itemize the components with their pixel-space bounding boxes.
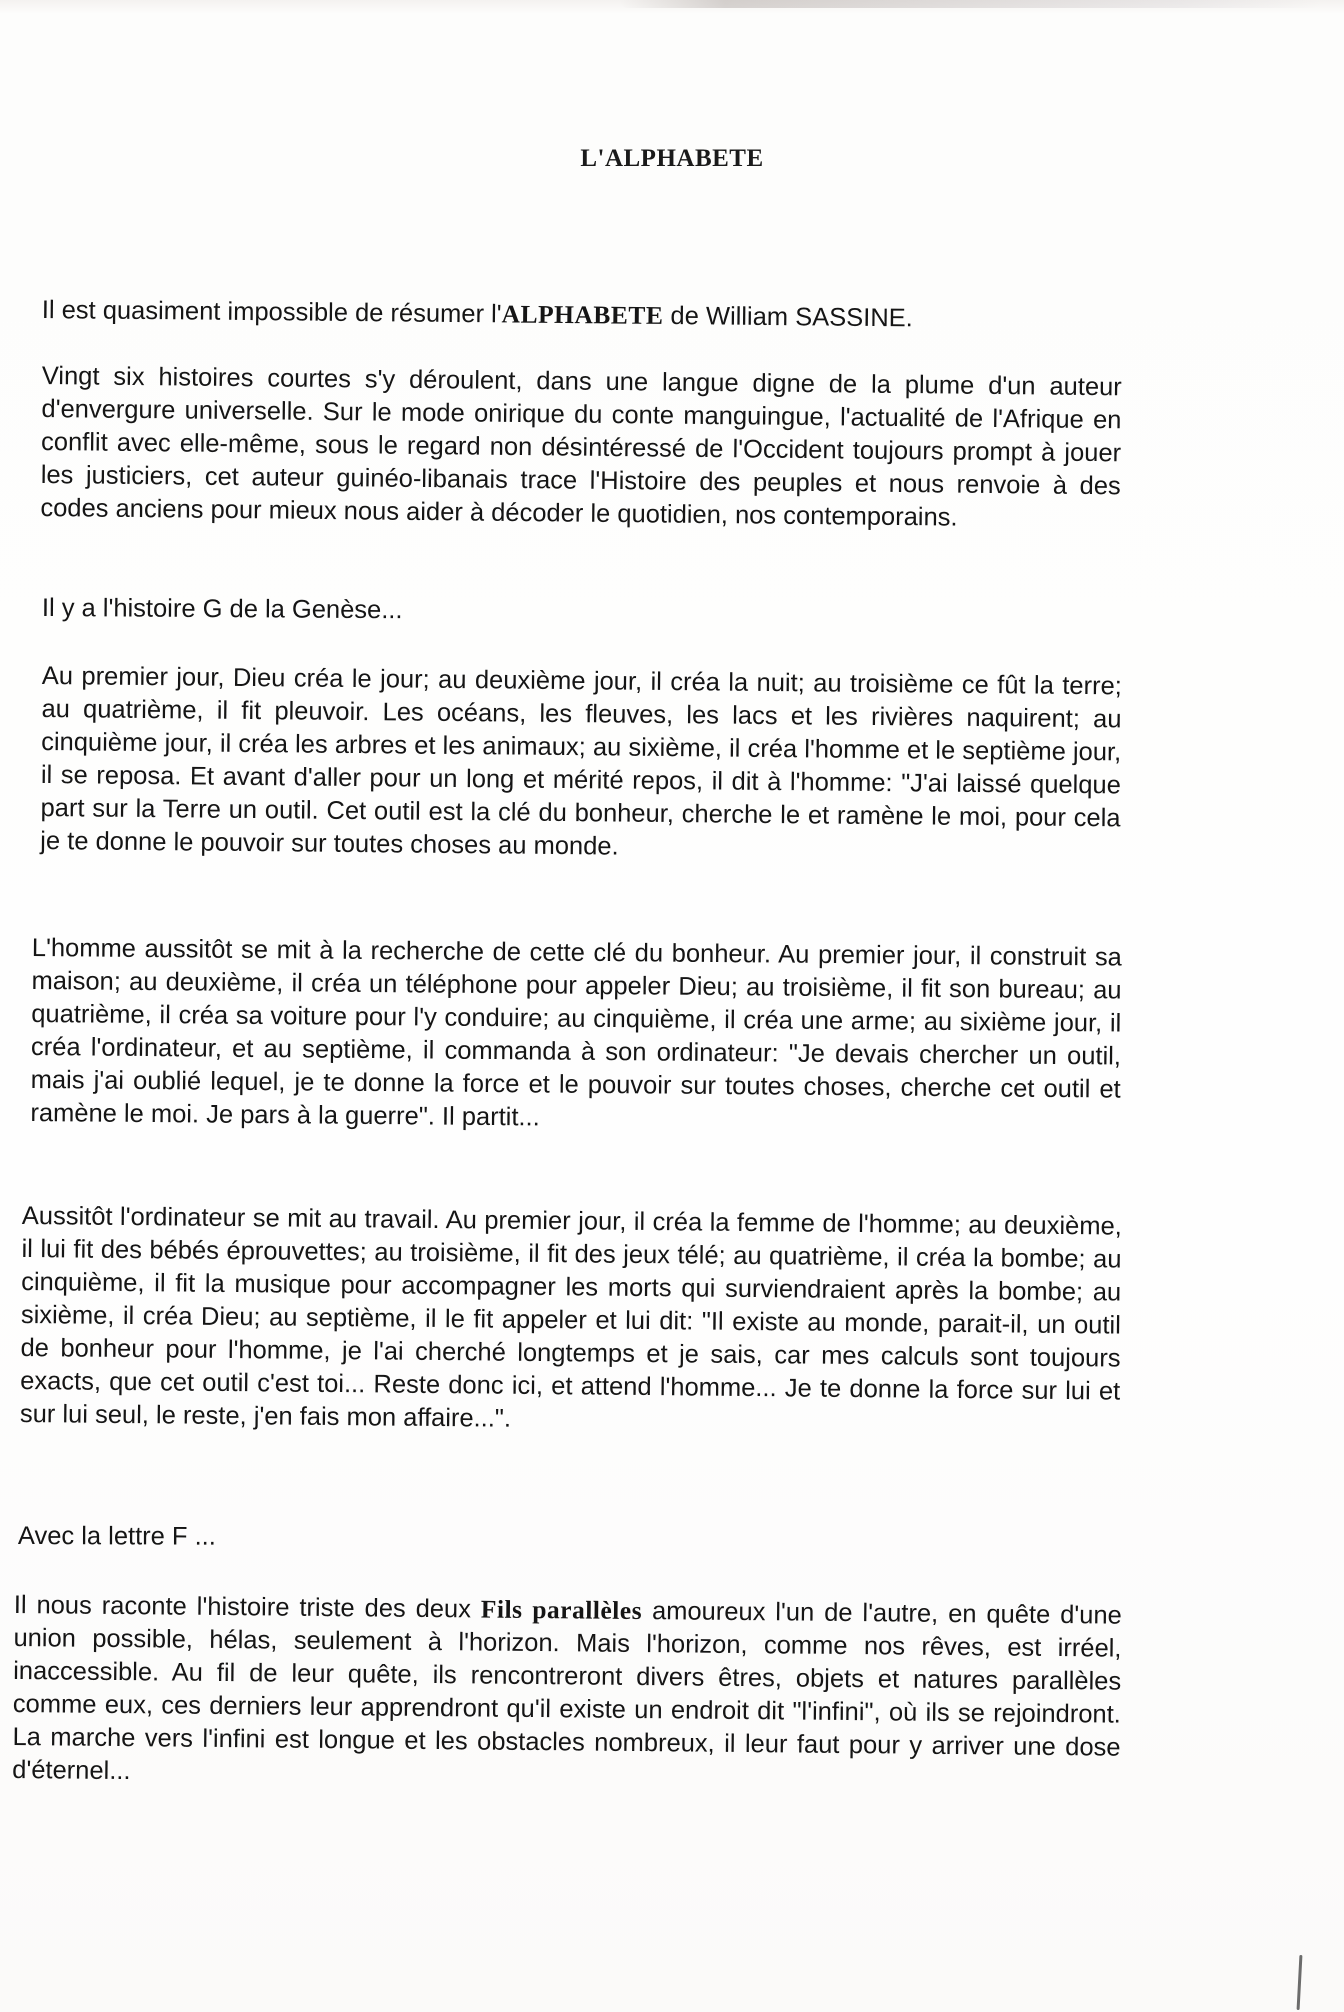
intro-paragraph (42, 293, 1122, 337)
document-title: L'ALPHABETE (580, 145, 764, 172)
intro-text-after: de William SASSINE. (663, 301, 913, 333)
fils-paralleles-emphasis: Fils parallèles (480, 1594, 643, 1626)
margin-pen-mark (1297, 1955, 1303, 2010)
computer-paragraph: Aussitôt l'ordinateur se mit au travail. Au premier jour, il créa la femme de l'homme; au deuxième, il lui fit des bébés éprouvettes; au troisième, il fit des jeux télé; au quatrième, il créa la bombe; au cinquième, il fit la musique pour accompagner les morts qui surviendraient après la bombe; au sixième, il créa Dieu; au septième, il le fit appeler et lui dit: "Il existe au monde, parait-il, un outil de bonheur pour l'homme, je l'ai cherché longtemps et je sais, car mes calculs sont toujours exacts, que cet outil c'est toi... Reste donc ici, et attend l'homme... Je te donne la force sur lui et sur lui seul, le reste, j'en fais mon affaire...". (19, 1201, 1122, 1433)
genesis-paragraph: Au premier jour, Dieu créa le jour; au deuxième jour, il créa la nuit; au troisième ce fût la terre; au quatrième, il fit pleuvoir. Les océans, les fleuves, les lacs et les rivières naquirent; au cinquième jour, il créa les arbres et les animaux; au sixième, il créa l'homme et le septième jour, il se reposa. Et avant d'aller pour un long et mérité repos, il dit à l'homme: "J'ai laissé quelque part sur la Terre un outil. Cet outil est la clé du bonheur, cherche le et ramène le moi, pour cela je te donne le pouvoir sur toutes choses au monde. (40, 661, 1122, 861)
heading-letter-g: Il y a l'histoire G de la Genèse... (41, 593, 403, 625)
scan-edge-shadow (620, 0, 1320, 8)
book-title: ALPHABETE (501, 299, 664, 330)
man-paragraph: L'homme aussitôt se mit à la recherche de cette clé du bonheur. Au premier jour, il construit sa maison; au deuxième, il créa un téléphone pour appeler Dieu; au troisième, il fit son bureau; au quatrième, il créa sa voiture pour l'y conduire; au cinquième, il créa une arme; au sixième jour, il créa l'ordinateur, et au septième, il commanda à son ordinateur: "Je devais chercher un outil, mais j'ai oublié lequel, je te donne la force et le pouvoir sur toutes choses, cherche cet outil et ramène le moi. Je pars à la guerre". Il partit... (30, 933, 1122, 1132)
f-text-before: Il nous raconte l'histoire triste des deux (13, 1590, 482, 1624)
heading-letter-f: Avec la lettre F ... (17, 1522, 216, 1551)
f-text-after: amoureux l'un de l'autre, en quête d'une union possible, hélas, seulement à l'horizon. Mais l'horizon, comme nos rêves, est irréel, inaccessible. Au fil de leur quête, ils rencontreront divers êtres, objets et natures parallèles comme eux, ces derniers leur apprendront qu'il existe un endroit dit "l'infini", où ils se rejoindront. La marche vers l'infini est longue et les obstacles nombreux, il leur faut pour y arriver une dose d'éternel... (12, 1597, 1122, 1786)
summary-paragraph: Vingt six histoires courtes s'y déroulent, dans une langue digne de la plume d'un auteur d'envergure universelle. Sur le mode onirique du conte manguingue, l'actualité de l'Afrique en conflit avec elle-même, sous le regard non désintéressé de l'Occident toujours prompt à jouer les justiciers, cet auteur guinéo-libanais trace l'Histoire des peuples et nous renvoie à des codes anciens pour mieux nous aider à décoder le quotidien, nos contemporains. (40, 361, 1122, 532)
intro-text-before: Il est quasiment impossible de résumer l' (41, 295, 502, 329)
parallel-lines-paragraph (12, 1588, 1122, 1798)
